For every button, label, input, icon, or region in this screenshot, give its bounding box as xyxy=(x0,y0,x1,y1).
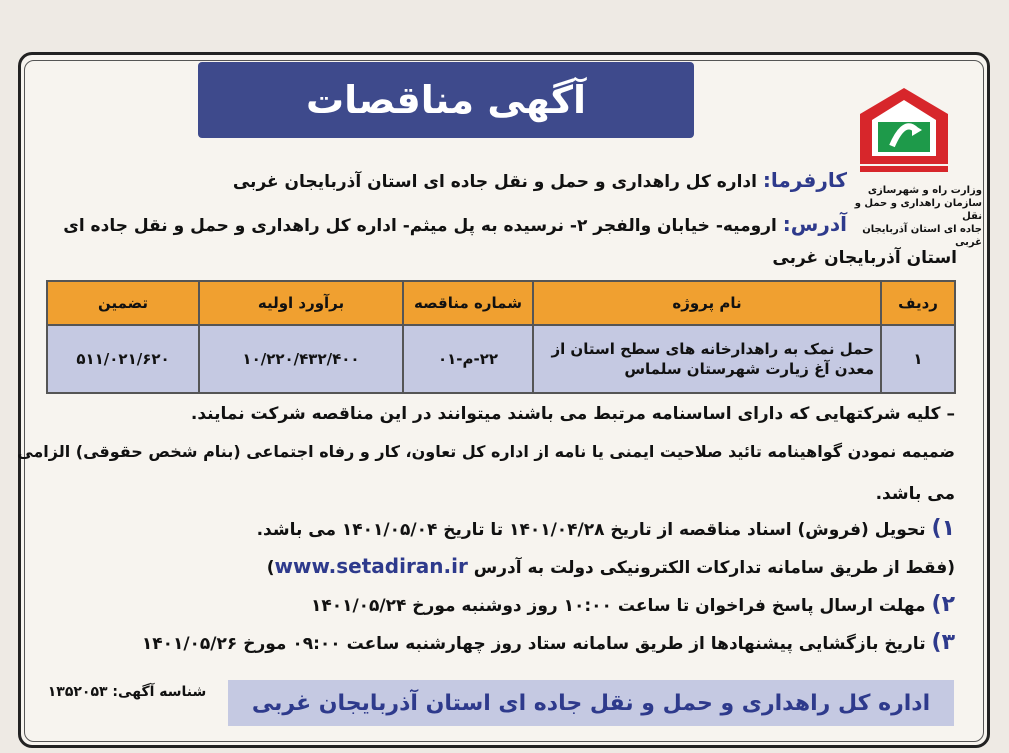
org-line-2: سازمان راهداری و حمل و نقل xyxy=(854,198,982,222)
item-2-text: مهلت ارسال پاسخ فراخوان تا ساعت ۱۰:۰۰ روز دوشنبه مورخ ۱۴۰۱/۰۵/۲۴ xyxy=(310,596,926,616)
condition-line-2: ضمیمه نمودن گواهینامه تائید صلاحیت ایمنی یا نامه از اداره کل تعاون، کار و رفاه اجتماعی (بنام شخص حقوقی) الزامی xyxy=(17,442,955,461)
item-2-number: ۲) xyxy=(931,592,955,617)
address-line-2: استان آذربایجان غربی xyxy=(772,248,957,268)
condition-line-1: – کلیه شرکتهایی که دارای اساسنامه مرتبط می باشند میتوانند در این مناقصه شرکت نمایند. xyxy=(190,404,955,424)
cell-tender-no: ۲۲-م-۰۱ xyxy=(403,325,533,393)
table-row xyxy=(47,325,955,393)
col-header-estimate: برآورد اولیه xyxy=(199,281,403,325)
cell-project xyxy=(533,325,881,393)
condition-line-3: می باشد. xyxy=(875,484,955,504)
header-bar xyxy=(198,62,694,138)
footer-bar xyxy=(228,680,954,726)
tender-table xyxy=(46,280,956,394)
table-header-row xyxy=(47,281,955,325)
item-1-sub xyxy=(267,554,955,578)
col-header-index: ردیف xyxy=(881,281,955,325)
item-3-text: تاریخ بازگشایی پیشنهادها از طریق سامانه ستاد روز چهارشنبه ساعت ۰۹:۰۰ مورخ ۱۴۰۱/۰۵/۲۶ xyxy=(141,634,926,654)
org-line-3: جاده ای استان آذربایجان غربی xyxy=(862,224,982,248)
cell-project-line-1: حمل نمک به راهدارخانه های سطح استان از xyxy=(551,340,874,358)
col-header-guarantee: تضمین xyxy=(47,281,199,325)
cell-guarantee: ۵۱۱/۰۲۱/۶۲۰ xyxy=(47,325,199,393)
item-1-sub-close: ) xyxy=(266,558,275,578)
setadiran-link[interactable]: www.setadiran.ir xyxy=(274,554,468,578)
item-2 xyxy=(311,592,955,617)
item-1-sub-text: (فقط از طریق سامانه تدارکات الکترونیکی دولت به آدرس xyxy=(473,558,955,578)
ministry-logo-icon xyxy=(856,84,952,176)
employer-value: اداره کل راهداری و حمل و نقل جاده ای استان آذربایجان غربی xyxy=(232,172,757,192)
item-1-number: ۱) xyxy=(931,516,955,541)
org-line-1: وزارت راه و شهرسازی xyxy=(867,185,982,196)
item-1 xyxy=(257,516,955,541)
footer-org: اداره کل راهداری و حمل و نقل جاده ای استان آذربایجان غربی xyxy=(251,690,931,716)
item-1-text: تحویل (فروش) اسناد مناقصه از تاریخ ۱۴۰۱/۰۴/۲۸ تا تاریخ ۱۴۰۱/۰۵/۰۴ می باشد. xyxy=(256,520,926,540)
cell-index: ۱ xyxy=(881,325,955,393)
col-header-project: نام پروژه xyxy=(533,281,881,325)
page-title: آگهی مناقصات xyxy=(306,78,586,122)
address-value: ارومیه- خیابان والفجر ۲- نرسیده به پل میثم- اداره کل راهداری و حمل و نقل جاده ای xyxy=(63,216,777,236)
item-3 xyxy=(142,630,955,655)
employer-label: کارفرما: xyxy=(762,168,847,192)
employer-line xyxy=(233,168,847,192)
item-3-number: ۳) xyxy=(931,630,955,655)
address-label: آدرس: xyxy=(782,212,847,236)
org-caption xyxy=(832,184,982,249)
cell-project-line-2: معدن آغ زیارت شهرستان سلماس xyxy=(624,360,874,378)
address-line xyxy=(63,212,847,236)
cell-estimate: ۱۰/۲۲۰/۴۳۲/۴۰۰ xyxy=(199,325,403,393)
col-header-tender-no: شماره مناقصه xyxy=(403,281,533,325)
ad-id: شناسه آگهی: ۱۳۵۲۰۵۳ xyxy=(47,684,207,700)
